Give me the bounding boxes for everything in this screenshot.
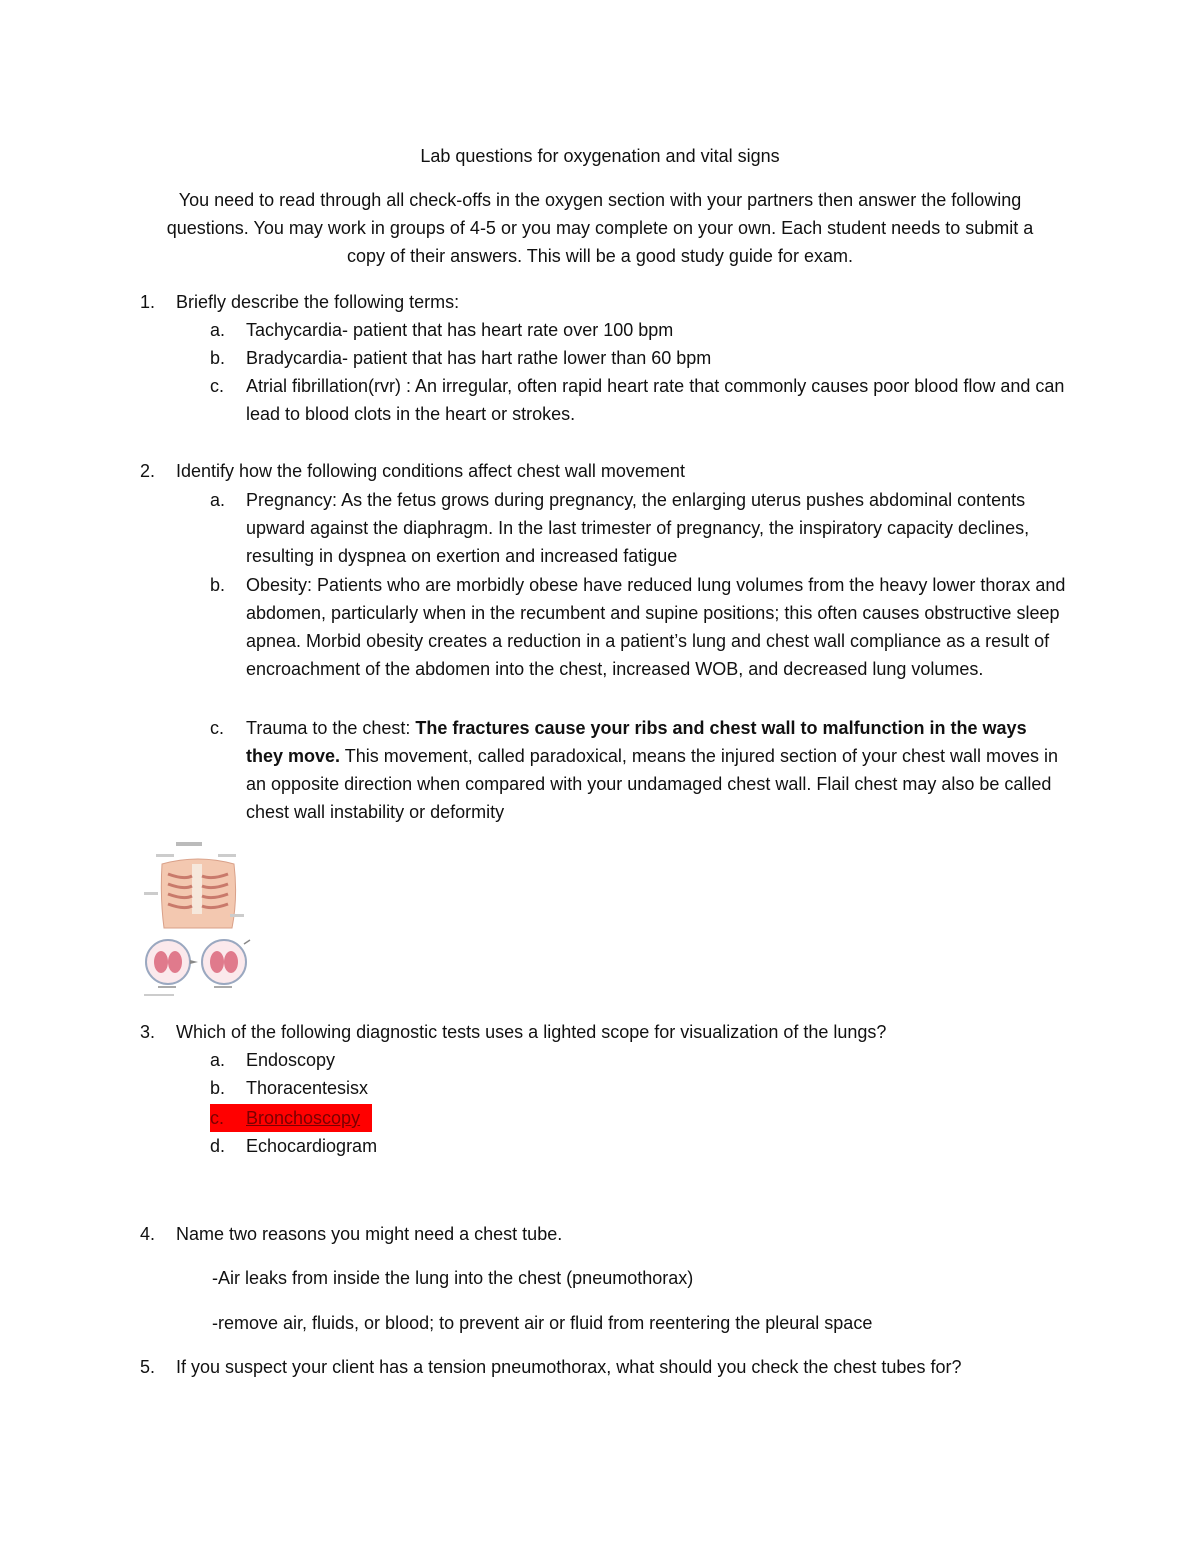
item-letter: a. <box>210 490 226 510</box>
item-text: Tachycardia- patient that has heart rate over 100 bpm <box>246 320 674 340</box>
item-letter: c. <box>210 718 225 738</box>
item-letter: a. <box>210 1050 226 1070</box>
item-letter: d. <box>210 1136 226 1156</box>
answer-line: -remove air, fluids, or blood; to prevent air or fluid from reentering the pleural space <box>212 1313 873 1333</box>
item-text <box>246 714 1066 826</box>
item-text: Atrial fibrillation(rvr) : An irregular, often rapid heart rate that commonly causes poor blood flow and can lead to blood clots in the heart or strokes. <box>246 376 1065 424</box>
item-text: Obesity: Patients who are morbidly obese have reduced lung volumes from the heavy lower thorax and abdomen, particularly when in the recumbent and supine positions; this often causes obstructive sleep apnea. Morbid obesity creates a reduction in a patient’s lung and chest wall compliance as a result of encroachment of the abdomen into the chest, increased WOB, and decreased lung volumes. <box>246 575 1066 679</box>
item-letter: c. <box>210 376 225 396</box>
item-letter: b. <box>210 575 226 595</box>
question-text: Identify how the following conditions affect chest wall movement <box>176 461 685 481</box>
intro-paragraph: You need to read through all check-offs in the oxygen section with your partners then answer the following questions. You may work in groups of 4-5 or you may complete on your own. Each student needs to submit a copy of their answers. This will be a good study guide for exam. <box>166 190 1034 266</box>
flail-chest-diagram <box>140 838 256 1000</box>
item-letter: b. <box>210 348 226 368</box>
item-rest: This movement, called paradoxical, means the injured section of your chest wall moves in an opposite direction when compared with your undamaged chest wall. Flail chest may also be called chest wall instability or deformity <box>246 746 1059 822</box>
question-number: 3. <box>140 1022 156 1042</box>
answer-line: -Air leaks from inside the lung into the chest (pneumothorax) <box>212 1268 694 1288</box>
item-lead: Trauma to the chest: <box>246 718 416 738</box>
item-letter: a. <box>210 320 226 340</box>
answer-highlight <box>210 1104 372 1132</box>
question-text: Which of the following diagnostic tests uses a lighted scope for visualization of the lungs? <box>176 1022 887 1042</box>
document-title: Lab questions for oxygenation and vital signs <box>420 146 780 166</box>
item-text: Pregnancy: As the fetus grows during pregnancy, the enlarging uterus pushes abdominal contents upward against the diaphragm. In the last trimester of pregnancy, the inspiratory capacity declines, resulting in dyspnea on exertion and increased fatigue <box>246 490 1030 566</box>
item-text: Bronchoscopy <box>246 1108 361 1128</box>
question-text: Name two reasons you might need a chest tube. <box>176 1224 563 1244</box>
item-text: Thoracentesisx <box>246 1078 369 1098</box>
item-letter: c. <box>210 1108 225 1128</box>
question-number: 4. <box>140 1224 156 1244</box>
question-number: 5. <box>140 1357 156 1377</box>
question-number: 1. <box>140 292 156 312</box>
question-text: If you suspect your client has a tension pneumothorax, what should you check the chest tubes for? <box>176 1357 962 1377</box>
question-text: Briefly describe the following terms: <box>176 292 460 312</box>
item-bold-text: The fractures cause your ribs and chest wall to malfunction in the ways they move. <box>246 718 1027 766</box>
question-number: 2. <box>140 461 156 481</box>
item-text: Bradycardia- patient that has hart rathe lower than 60 bpm <box>246 348 712 368</box>
item-text: Echocardiogram <box>246 1136 378 1156</box>
item-letter: b. <box>210 1078 226 1098</box>
flail-chest-figure <box>140 838 256 1000</box>
item-text: Endoscopy <box>246 1050 336 1070</box>
